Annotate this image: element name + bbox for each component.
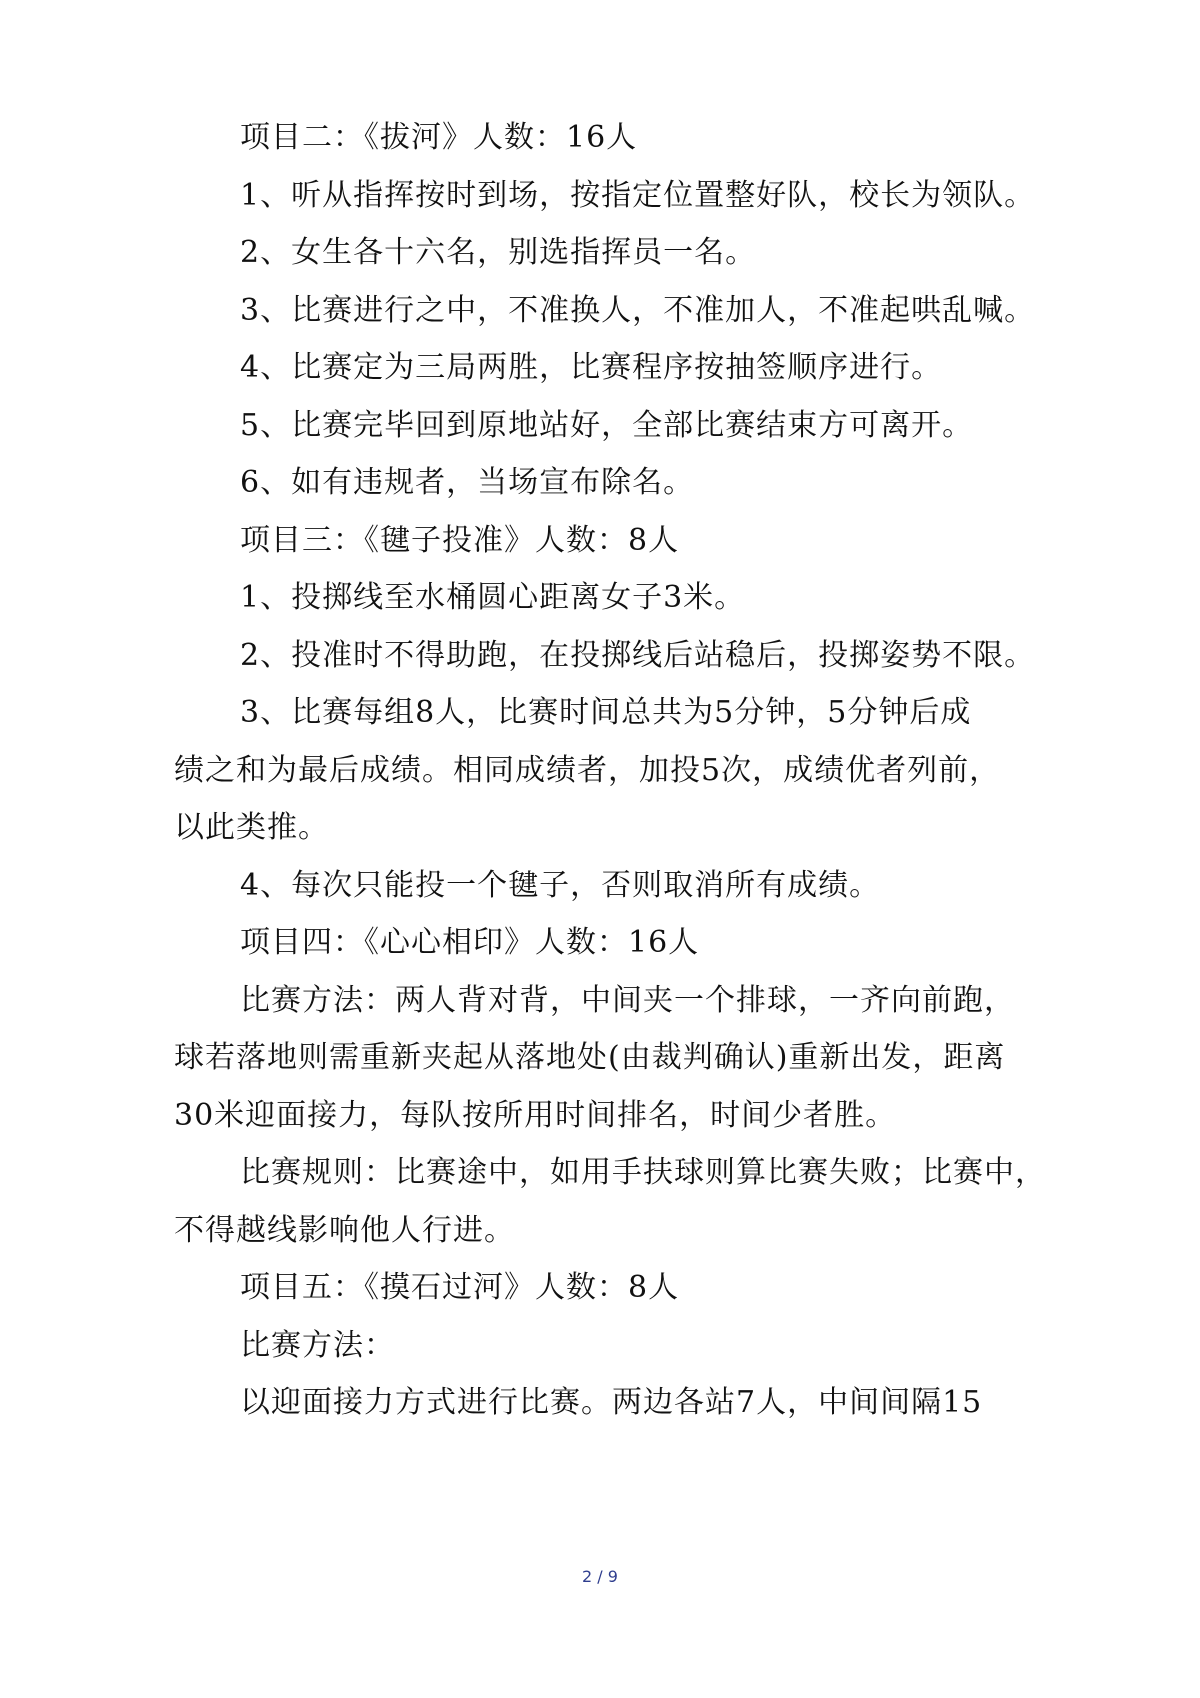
paragraph-line: 4、比赛定为三局两胜，比赛程序按抽签顺序进行。	[240, 350, 943, 385]
section-heading-shuttlecock-toss: 项目三：《毽子投准》人数：8人	[240, 523, 680, 558]
paragraph-line: 3、比赛进行之中，不准换人，不准加人，不准起哄乱喊。	[240, 293, 1036, 328]
paragraph-line: 1、听从指挥按时到场，按指定位置整好队，校长为领队。	[240, 178, 1036, 213]
section-heading-heart-to-heart: 项目四：《心心相印》人数：16人	[240, 925, 700, 960]
paragraph-line: 30米迎面接力，每队按所用时间排名，时间少者胜。	[174, 1098, 897, 1133]
paragraph-line: 比赛方法：两人背对背，中间夹一个排球，一齐向前跑，	[240, 983, 1015, 1018]
paragraph-line: 绩之和为最后成绩。相同成绩者，加投5次，成绩优者列前，	[174, 753, 1001, 788]
paragraph-line: 2、女生各十六名，别选指挥员一名。	[240, 235, 757, 270]
paragraph-line: 比赛方法：	[240, 1328, 395, 1363]
paragraph-line: 2、投准时不得助跑，在投掷线后站稳后，投掷姿势不限。	[240, 638, 1036, 673]
paragraph-line: 以此类推。	[174, 810, 329, 845]
paragraph-line: 不得越线影响他人行进。	[174, 1213, 515, 1248]
paragraph-line: 球若落地则需重新夹起从落地处(由裁判确认)重新出发，距离	[174, 1040, 1006, 1075]
paragraph-line: 1、投掷线至水桶圆心距离女子3米。	[240, 580, 746, 615]
page-number: 2 / 9	[582, 1567, 618, 1586]
paragraph-line: 以迎面接力方式进行比赛。两边各站7人，中间间隔15	[240, 1385, 983, 1420]
section-heading-cross-river: 项目五：《摸石过河》人数：8人	[240, 1270, 680, 1305]
section-heading-tug-of-war: 项目二：《拔河》人数：16人	[240, 120, 638, 155]
paragraph-line: 3、比赛每组8人，比赛时间总共为5分钟，5分钟后成	[240, 695, 972, 730]
paragraph-line: 6、如有违规者，当场宣布除名。	[240, 465, 695, 500]
paragraph-line: 比赛规则：比赛途中，如用手扶球则算比赛失败；比赛中，	[240, 1155, 1046, 1190]
paragraph-line: 5、比赛完毕回到原地站好，全部比赛结束方可离开。	[240, 408, 974, 443]
paragraph-line: 4、每次只能投一个毽子，否则取消所有成绩。	[240, 868, 881, 903]
